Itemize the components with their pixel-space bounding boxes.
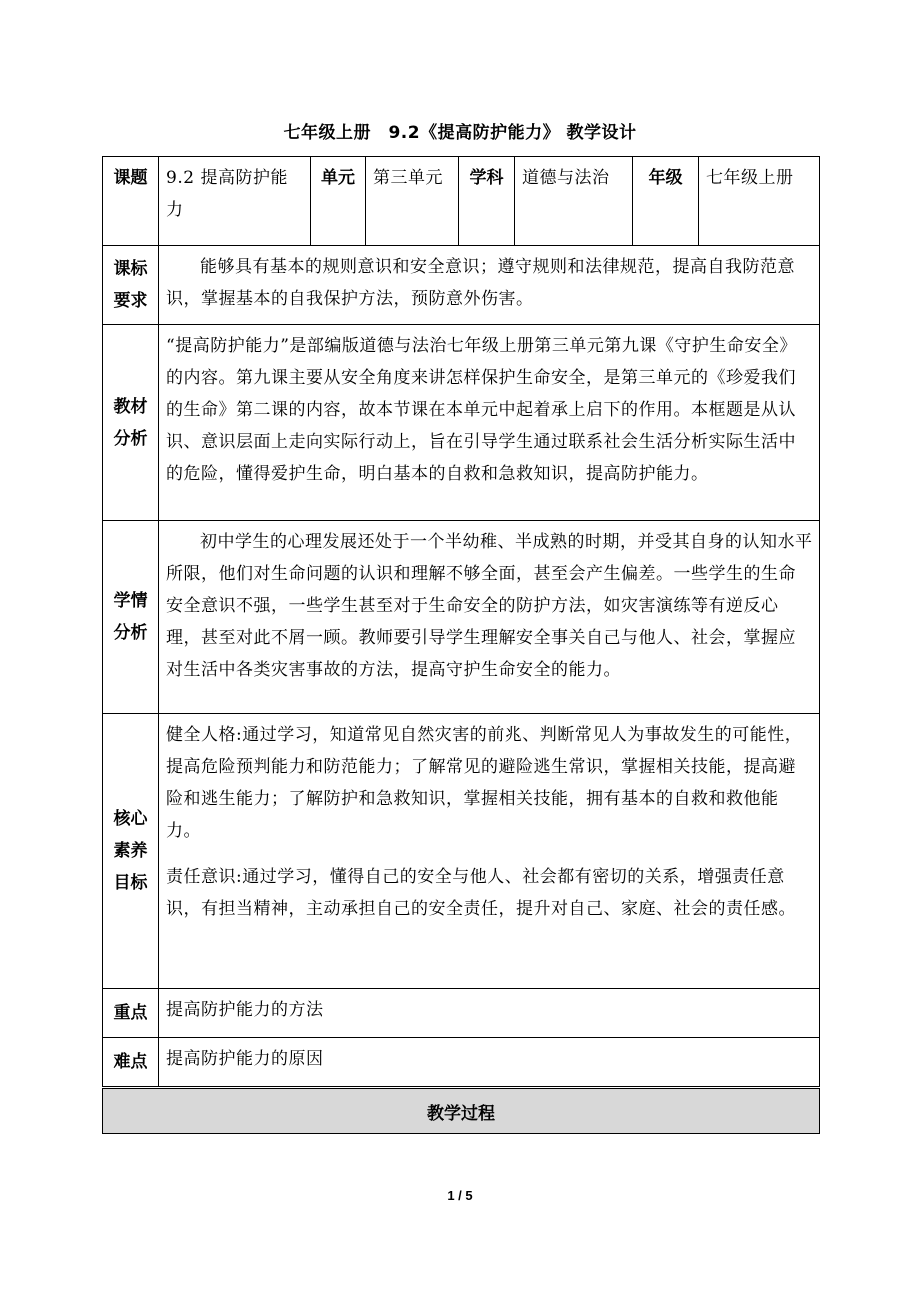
document-title: 七年级上册 9.2《提高防护能力》 教学设计 — [283, 123, 637, 143]
course-label: 课题 — [103, 157, 159, 246]
key-point-text: 提高防护能力的方法 — [159, 989, 820, 1038]
unit-value: 第三单元 — [366, 157, 459, 246]
page-number: 1 / 5 — [447, 1188, 473, 1203]
core-paragraph-personality: 健全人格:通过学习，知道常见自然灾害的前兆、判断常见人为事故发生的可能性，提高危险预判能力和防范能力；了解常见的避险逃生常识，掌握相关技能，提高避险和逃生能力；了解防护和急救知识，掌握相关技能，拥有基本的自救和救他能力。 — [166, 725, 803, 841]
standard-label: 课标要求 — [103, 246, 159, 325]
difficult-point-text: 提高防护能力的原因 — [159, 1038, 820, 1088]
difficult-point-label: 难点 — [103, 1038, 159, 1088]
material-label: 教材分析 — [103, 325, 159, 521]
core-row — [103, 714, 820, 989]
grade-label: 年级 — [633, 157, 699, 246]
process-heading: 教学过程 — [103, 1088, 820, 1134]
core-label-line-3: 目标 — [113, 873, 148, 893]
material-row — [103, 325, 820, 521]
lesson-plan-table — [102, 156, 820, 1134]
key-point-label: 重点 — [103, 989, 159, 1038]
difficult-point-row — [103, 1038, 820, 1088]
course-value: 9.2 提高防护能力 — [159, 157, 311, 246]
core-paragraph-responsibility: 责任意识:通过学习，懂得自己的安全与他人、社会都有密切的关系，增强责任意识，有担当精神，主动承担自己的安全责任，提升对自己、家庭、社会的责任感。 — [166, 867, 796, 919]
core-label-line-1: 核心 — [113, 809, 148, 829]
material-text: “提高防护能力”是部编版道德与法治七年级上册第三单元第九课《守护生命安全》的内容。第九课主要从安全角度来讲怎样保护生命安全，是第三单元的《珍爱我们的生命》第二课的内容，故本节课在本单元中起着承上启下的作用。本框题是从认识、意识层面上走向实际行动上，旨在引导学生通过联系社会生活分析实际生活中的危险，懂得爱护生命，明白基本的自救和急救知识，提高防护能力。 — [159, 325, 820, 521]
process-row — [103, 1088, 820, 1134]
subject-value: 道德与法治 — [515, 157, 633, 246]
key-point-row — [103, 989, 820, 1038]
students-label: 学情分析 — [103, 521, 159, 714]
header-row — [103, 157, 820, 246]
subject-label: 学科 — [459, 157, 515, 246]
students-text: 初中学生的心理发展还处于一个半幼稚、半成熟的时期，并受其自身的认知水平所限，他们对生命问题的认识和理解不够全面，甚至会产生偏差。一些学生的生命安全意识不强，一些学生甚至对于生命安全的防护方法，如灾害演练等有逆反心理，甚至对此不屑一顾。教师要引导学生理解安全事关自己与他人、社会，掌握应对生活中各类灾害事故的方法，提高守护生命安全的能力。 — [159, 521, 820, 714]
core-label — [103, 714, 159, 989]
core-label-line-2: 素养 — [113, 841, 148, 861]
standard-text: 能够具有基本的规则意识和安全意识；遵守规则和法律规范，提高自我防范意识，掌握基本的自我保护方法，预防意外伤害。 — [159, 246, 820, 325]
unit-label: 单元 — [311, 157, 366, 246]
students-row — [103, 521, 820, 714]
grade-value: 七年级上册 — [699, 157, 820, 246]
core-text — [159, 714, 820, 989]
standard-row — [103, 246, 820, 325]
